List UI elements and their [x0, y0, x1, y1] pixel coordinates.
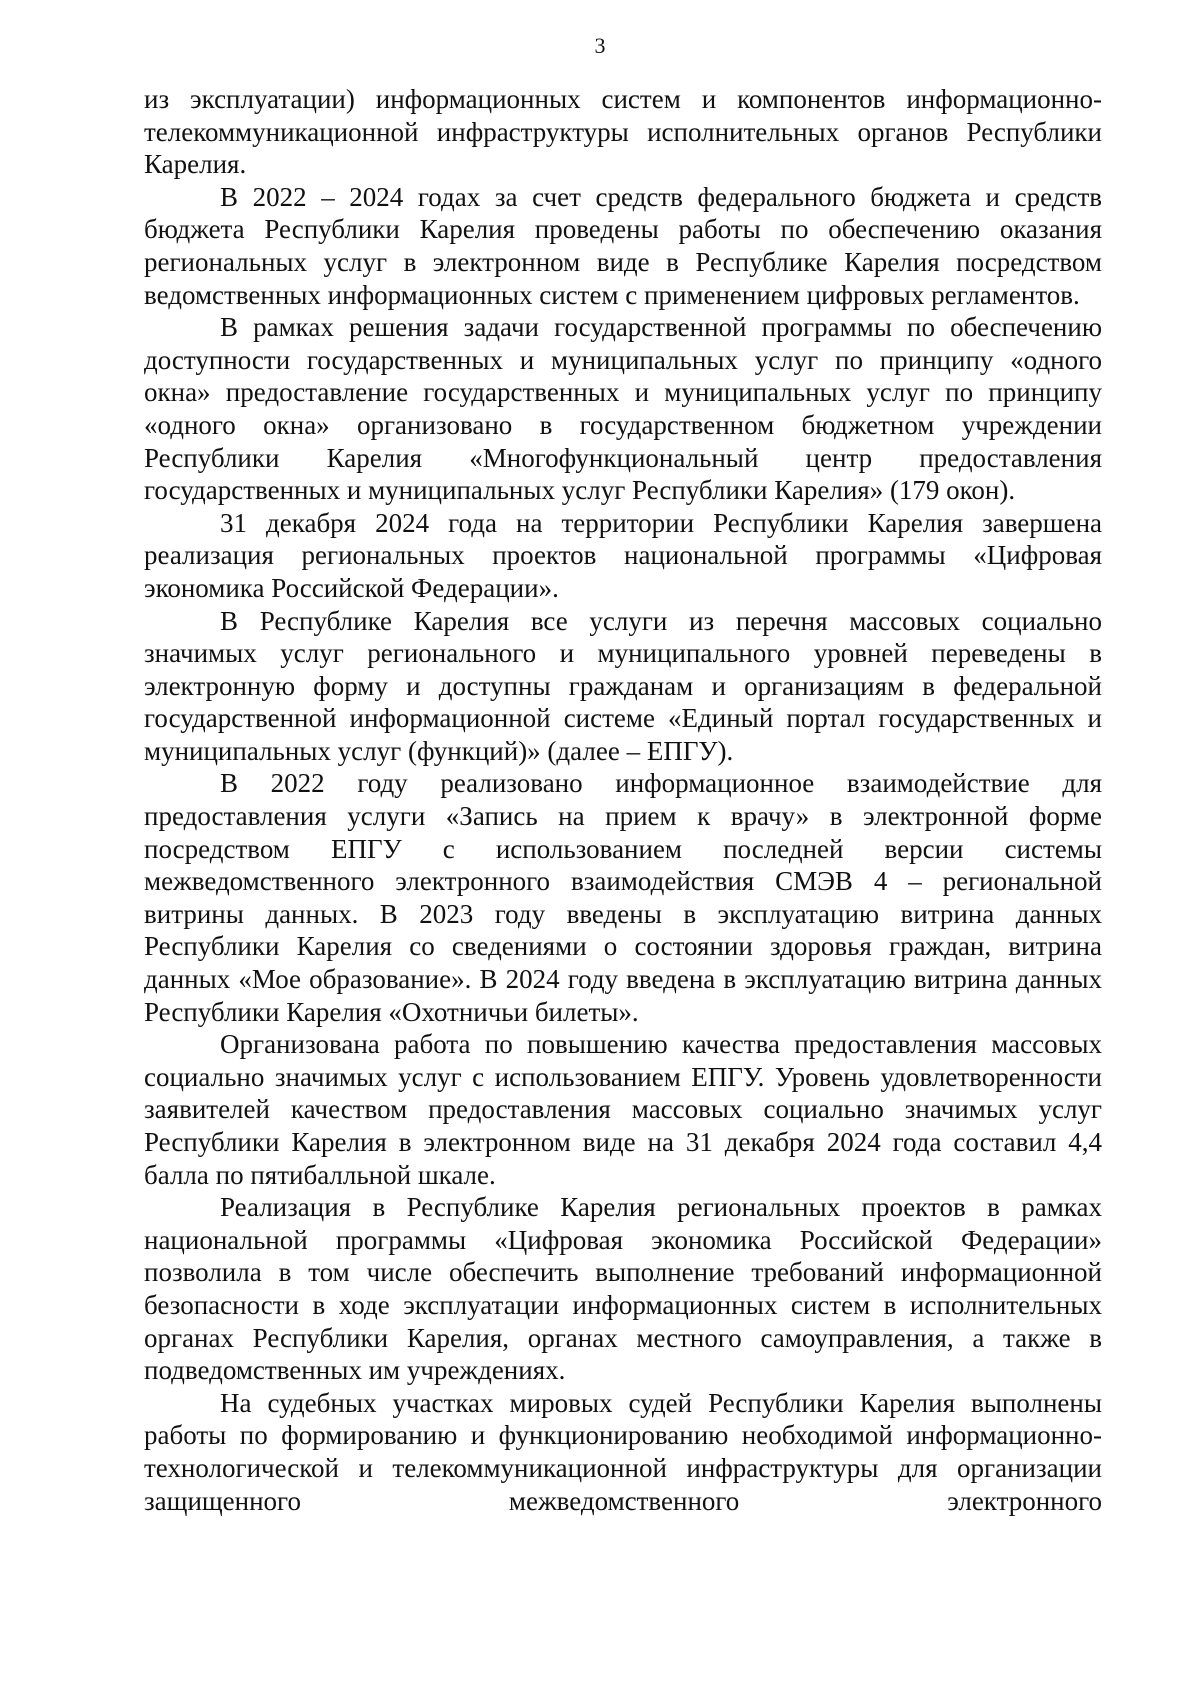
paragraph-5: В Республике Карелия все услуги из перечня массовых социально значимых услуг регионального и муниципального уровней переведены в электронную форму и доступны гражданам и организациям в федеральной государственной информационной системе «Единый портал государственных и муниципальных услуг (функций)» (далее – ЕПГУ).: [144, 605, 1102, 766]
paragraph-3: В рамках решения задачи государственной программы по обеспечению доступности государственных и муниципальных услуг по принципу «одного окна» предоставление государственных и муниципальных услуг по принципу «одного окна» организовано в государственном бюджетном учреждении Республики Карелия «Многофункциональный центр предоставления государственных и муниципальных услуг Республики Карелия» (179 окон).: [144, 312, 1102, 506]
paragraph-6: В 2022 году реализовано информационное взаимодействие для предоставления услуги «Запись на прием к врачу» в электронной форме посредством ЕПГУ с использованием последней версии системы межведомственного электронного взаимодействия СМЭВ 4 – региональной витрины данных. В 2023 году введены в эксплуатацию витрина данных Республики Карелия со сведениями о состоянии здоровья граждан, витрина данных «Мое образование». В 2024 году введена в эксплуатацию витрина данных Республики Карелия «Охотничьи билеты».: [144, 768, 1102, 1027]
document-body: [144, 83, 1102, 1517]
paragraph-2: В 2022 – 2024 годах за счет средств федерального бюджета и средств бюджета Республики Карелия проведены работы по обеспечению оказания региональных услуг в электронном виде в Республике Карелия посредством ведомственных информационных систем с применением цифровых регламентов.: [144, 181, 1102, 310]
paragraph-1: из эксплуатации) информационных систем и компонентов информационно-телекоммуникационной инфраструктуры исполнительных органов Республики Карелия.: [144, 84, 1102, 180]
paragraph-9: На судебных участках мировых судей Республики Карелия выполнены работы по формированию и функционированию необходимой информационно-технологической и телекоммуникационной инфраструктуры для организации защищенного межведомственного электронного: [144, 1387, 1102, 1516]
paragraph-4: 31 декабря 2024 года на территории Республики Карелия завершена реализация региональных проектов национальной программы «Цифровая экономика Российской Федерации».: [144, 507, 1102, 603]
paragraph-8: Реализация в Республике Карелия региональных проектов в рамках национальной программы «Цифровая экономика Российской Федерации» позволила в том числе обеспечить выполнение требований информационной безопасности в ходе эксплуатации информационных систем в исполнительных органах Республики Карелия, органах местного самоуправления, а также в подведомственных им учреждениях.: [144, 1192, 1102, 1386]
paragraph-7: Организована работа по повышению качества предоставления массовых социально значимых услуг с использованием ЕПГУ. Уровень удовлетворенности заявителей качеством предоставления массовых социально значимых услуг Республики Карелия в электронном виде на 31 декабря 2024 года составил 4,4 балла по пятибалльной шкале.: [144, 1029, 1102, 1190]
page-number: 3: [594, 33, 606, 58]
